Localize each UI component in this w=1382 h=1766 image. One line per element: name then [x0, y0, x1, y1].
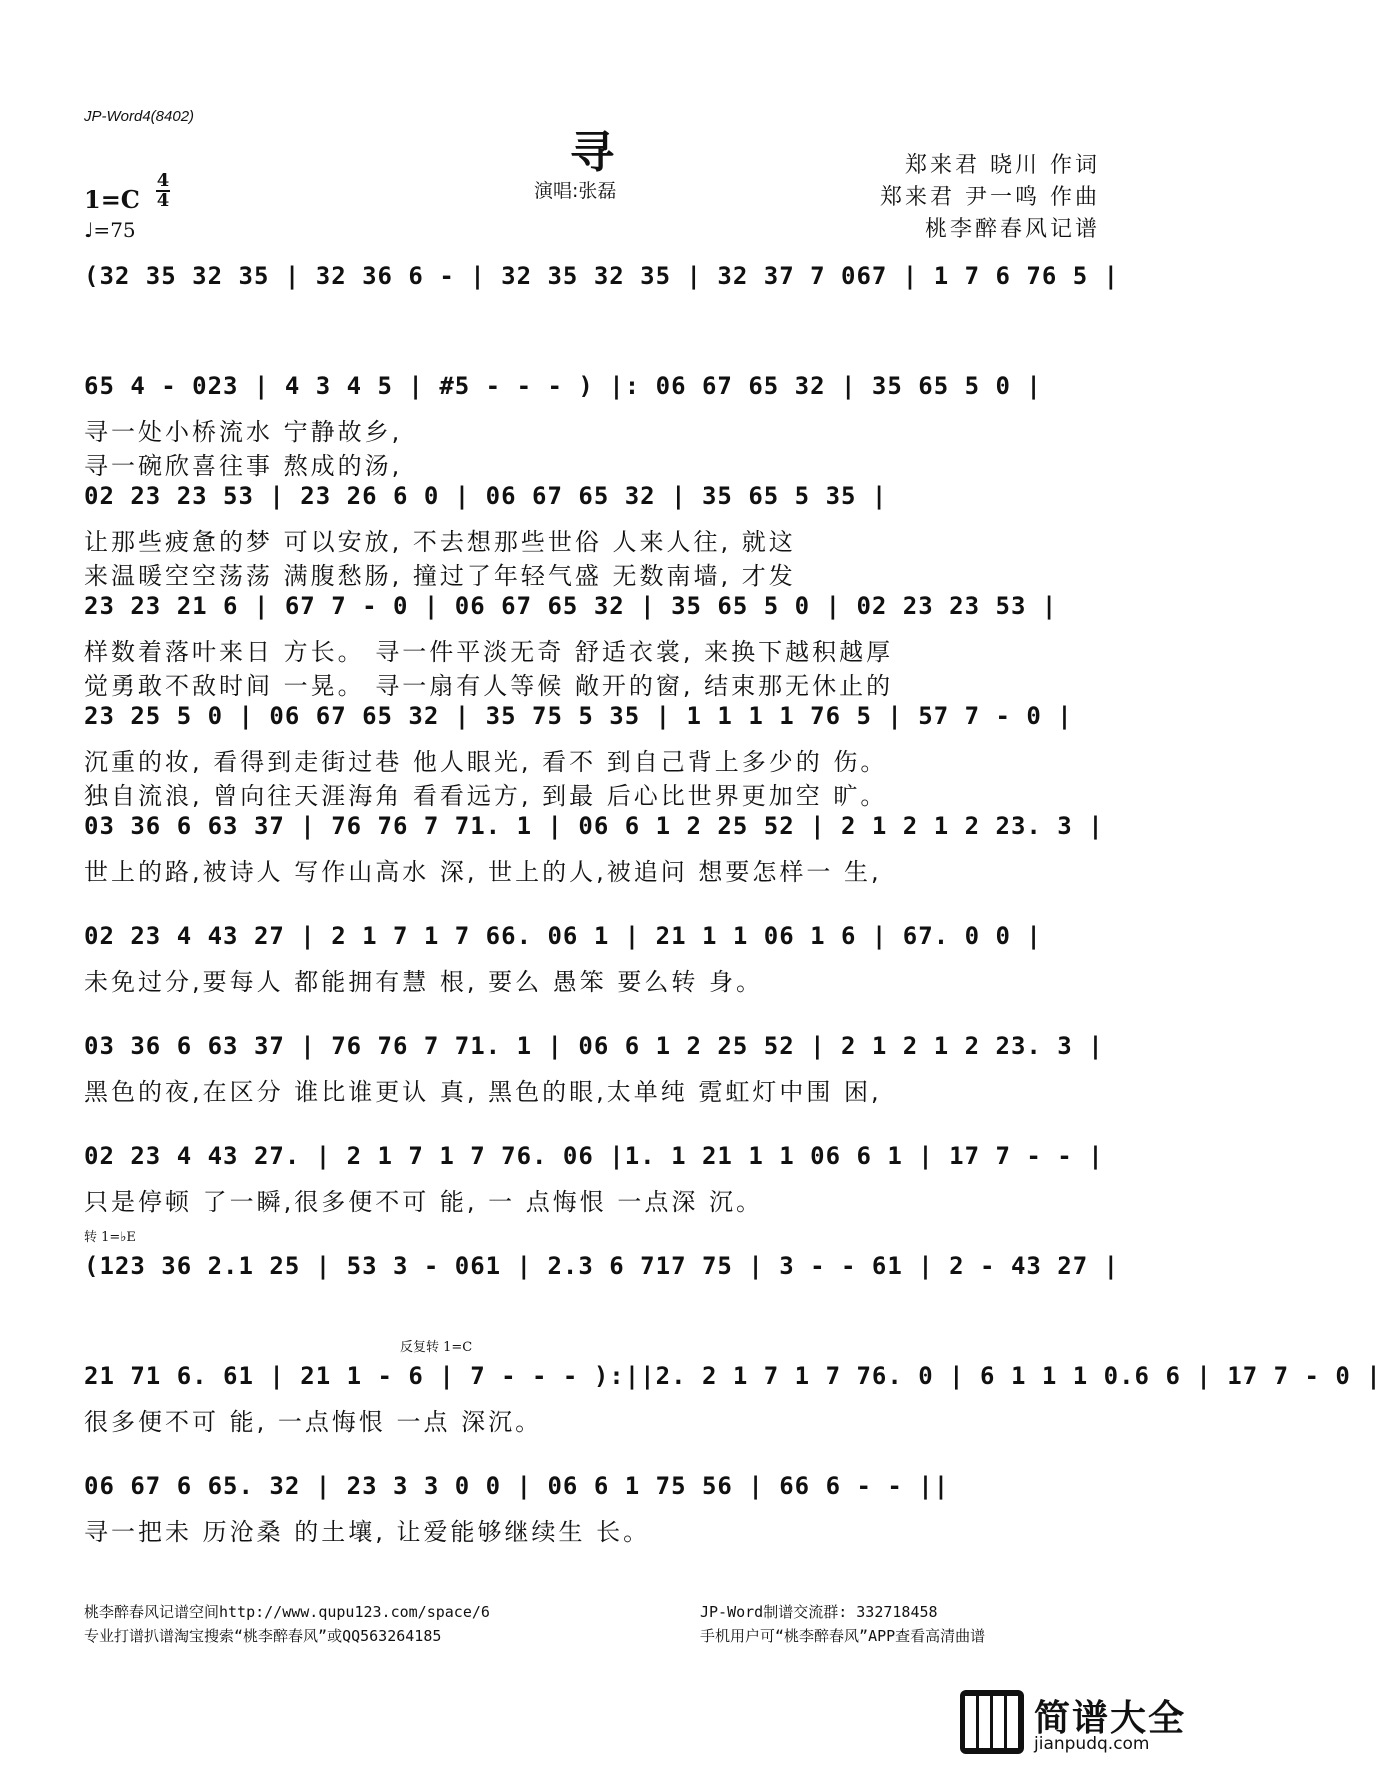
lyric-line: 寻一把未 历沧桑 的土壤, 让爱能够继续生 长。 [84, 1518, 651, 1546]
lyric-line: 未免过分,要每人 都能拥有慧 根, 要么 愚笨 要么转 身。 [84, 968, 764, 996]
time-top: 4 [156, 170, 170, 191]
lyricist-credit: 郑来君 晓川 作词 [905, 153, 1100, 178]
lyric-line: 寻一碗欣喜往事 熬成的汤, [84, 452, 403, 480]
software-label: JP-Word4(8402) [84, 108, 195, 125]
footer-space-link[interactable]: 桃李醉春风记谱空间http://www.qupu123.com/space/6 [84, 1603, 490, 1621]
notation-row: (32 35 32 35 | 32 36 6 - | 32 35 32 35 | 32 37 7 067 | 1 7 6 76 5 | [84, 262, 1120, 290]
piano-icon [960, 1690, 1024, 1754]
footer-shop-text: 专业打谱扒谱淘宝搜索“桃李醉春风”或QQ563264185 [84, 1627, 442, 1645]
footer-group-text: JP-Word制谱交流群: 332718458 [700, 1603, 938, 1621]
notation-row: 02 23 4 43 27 | 2 1 7 1 7 66. 06 1 | 21 1 1 06 1 6 | 67. 0 0 | [84, 922, 1042, 950]
composer-credit: 郑来君 尹一鸣 作曲 [880, 185, 1100, 210]
notation-row: 21 71 6. 61 | 21 1 - 6 | 7 - - - ):||2. 2 1 7 1 7 76. 0 | 6 1 1 1 0.6 6 | 17 7 - 0 | [84, 1362, 1382, 1390]
lyric-line: 来温暖空空荡荡 满腹愁肠, 撞过了年轻气盛 无数南墙, 才发 [84, 562, 796, 590]
time-signature [156, 172, 170, 210]
modulation-mark: 反复转 1=C [400, 1340, 473, 1355]
transcriber-credit: 桃李醉春风记谱 [924, 217, 1100, 242]
footer-app-text: 手机用户可“桃李醉春风”APP查看高清曲谱 [700, 1627, 986, 1645]
modulation-mark: 转 1=♭E [84, 1230, 136, 1245]
notation-row: 65 4 - 023 | 4 3 4 5 | #5 - - - ) |: 06 67 65 32 | 35 65 5 0 | [84, 372, 1042, 400]
lyric-line: 只是停顿 了一瞬,很多便不可 能, 一 点悔恨 一点深 沉。 [84, 1188, 764, 1216]
lyric-line: 很多便不可 能, 一点悔恨 一点 深沉。 [84, 1408, 543, 1436]
logo-url: jianpudq.com [1034, 1734, 1150, 1754]
tempo-marking: ♩=75 [84, 218, 136, 242]
lyric-line: 黑色的夜,在区分 谁比谁更认 真, 黑色的眼,太单纯 霓虹灯中围 困, [84, 1078, 882, 1106]
lyric-line: 独自流浪, 曾向往天涯海角 看看远方, 到最 后心比世界更加空 旷。 [84, 782, 888, 810]
notation-row: 02 23 23 53 | 23 26 6 0 | 06 67 65 32 | 35 65 5 35 | [84, 482, 888, 510]
logo-text: 简谱大全 [1034, 1698, 1187, 1739]
footer-left [84, 1600, 490, 1648]
song-title: 寻 [570, 127, 614, 178]
lyric-line: 让那些疲惫的梦 可以安放, 不去想那些世俗 人来人往, 就这 [84, 528, 796, 556]
site-logo[interactable] [960, 1690, 1187, 1760]
notation-row: 06 67 6 65. 32 | 23 3 3 0 0 | 06 6 1 75 56 | 66 6 - - || [84, 1472, 950, 1500]
singer-label: 演唱:张磊 [534, 180, 617, 202]
notation-row: 23 25 5 0 | 06 67 65 32 | 35 75 5 35 | 1 1 1 1 76 5 | 57 7 - 0 | [84, 702, 1073, 730]
time-bottom: 4 [156, 190, 170, 211]
lyric-line: 样数着落叶来日 方长。 寻一件平淡无奇 舒适衣裳, 来换下越积越厚 [84, 638, 894, 666]
lyric-line: 世上的路,被诗人 写作山高水 深, 世上的人,被追问 想要怎样一 生, [84, 858, 882, 886]
notation-row: (123 36 2.1 25 | 53 3 - 061 | 2.3 6 717 75 | 3 - - 61 | 2 - 43 27 | [84, 1252, 1120, 1280]
notation-row: 03 36 6 63 37 | 76 76 7 71. 1 | 06 6 1 2 25 52 | 2 1 2 1 2 23. 3 | [84, 1032, 1104, 1060]
key-signature: 1=C [84, 185, 140, 214]
footer-right [700, 1600, 985, 1648]
notation-row: 23 23 21 6 | 67 7 - 0 | 06 67 65 32 | 35 65 5 0 | 02 23 23 53 | [84, 592, 1058, 620]
lyric-line: 寻一处小桥流水 宁静故乡, [84, 418, 403, 446]
lyric-line: 觉勇敢不敌时间 一晃。 寻一扇有人等候 敞开的窗, 结束那无休止的 [84, 672, 894, 700]
notation-row: 02 23 4 43 27. | 2 1 7 1 7 76. 06 |1. 1 21 1 1 06 6 1 | 17 7 - - | [84, 1142, 1104, 1170]
notation-row: 03 36 6 63 37 | 76 76 7 71. 1 | 06 6 1 2 25 52 | 2 1 2 1 2 23. 3 | [84, 812, 1104, 840]
lyric-line: 沉重的妆, 看得到走街过巷 他人眼光, 看不 到自己背上多少的 伤。 [84, 748, 888, 776]
